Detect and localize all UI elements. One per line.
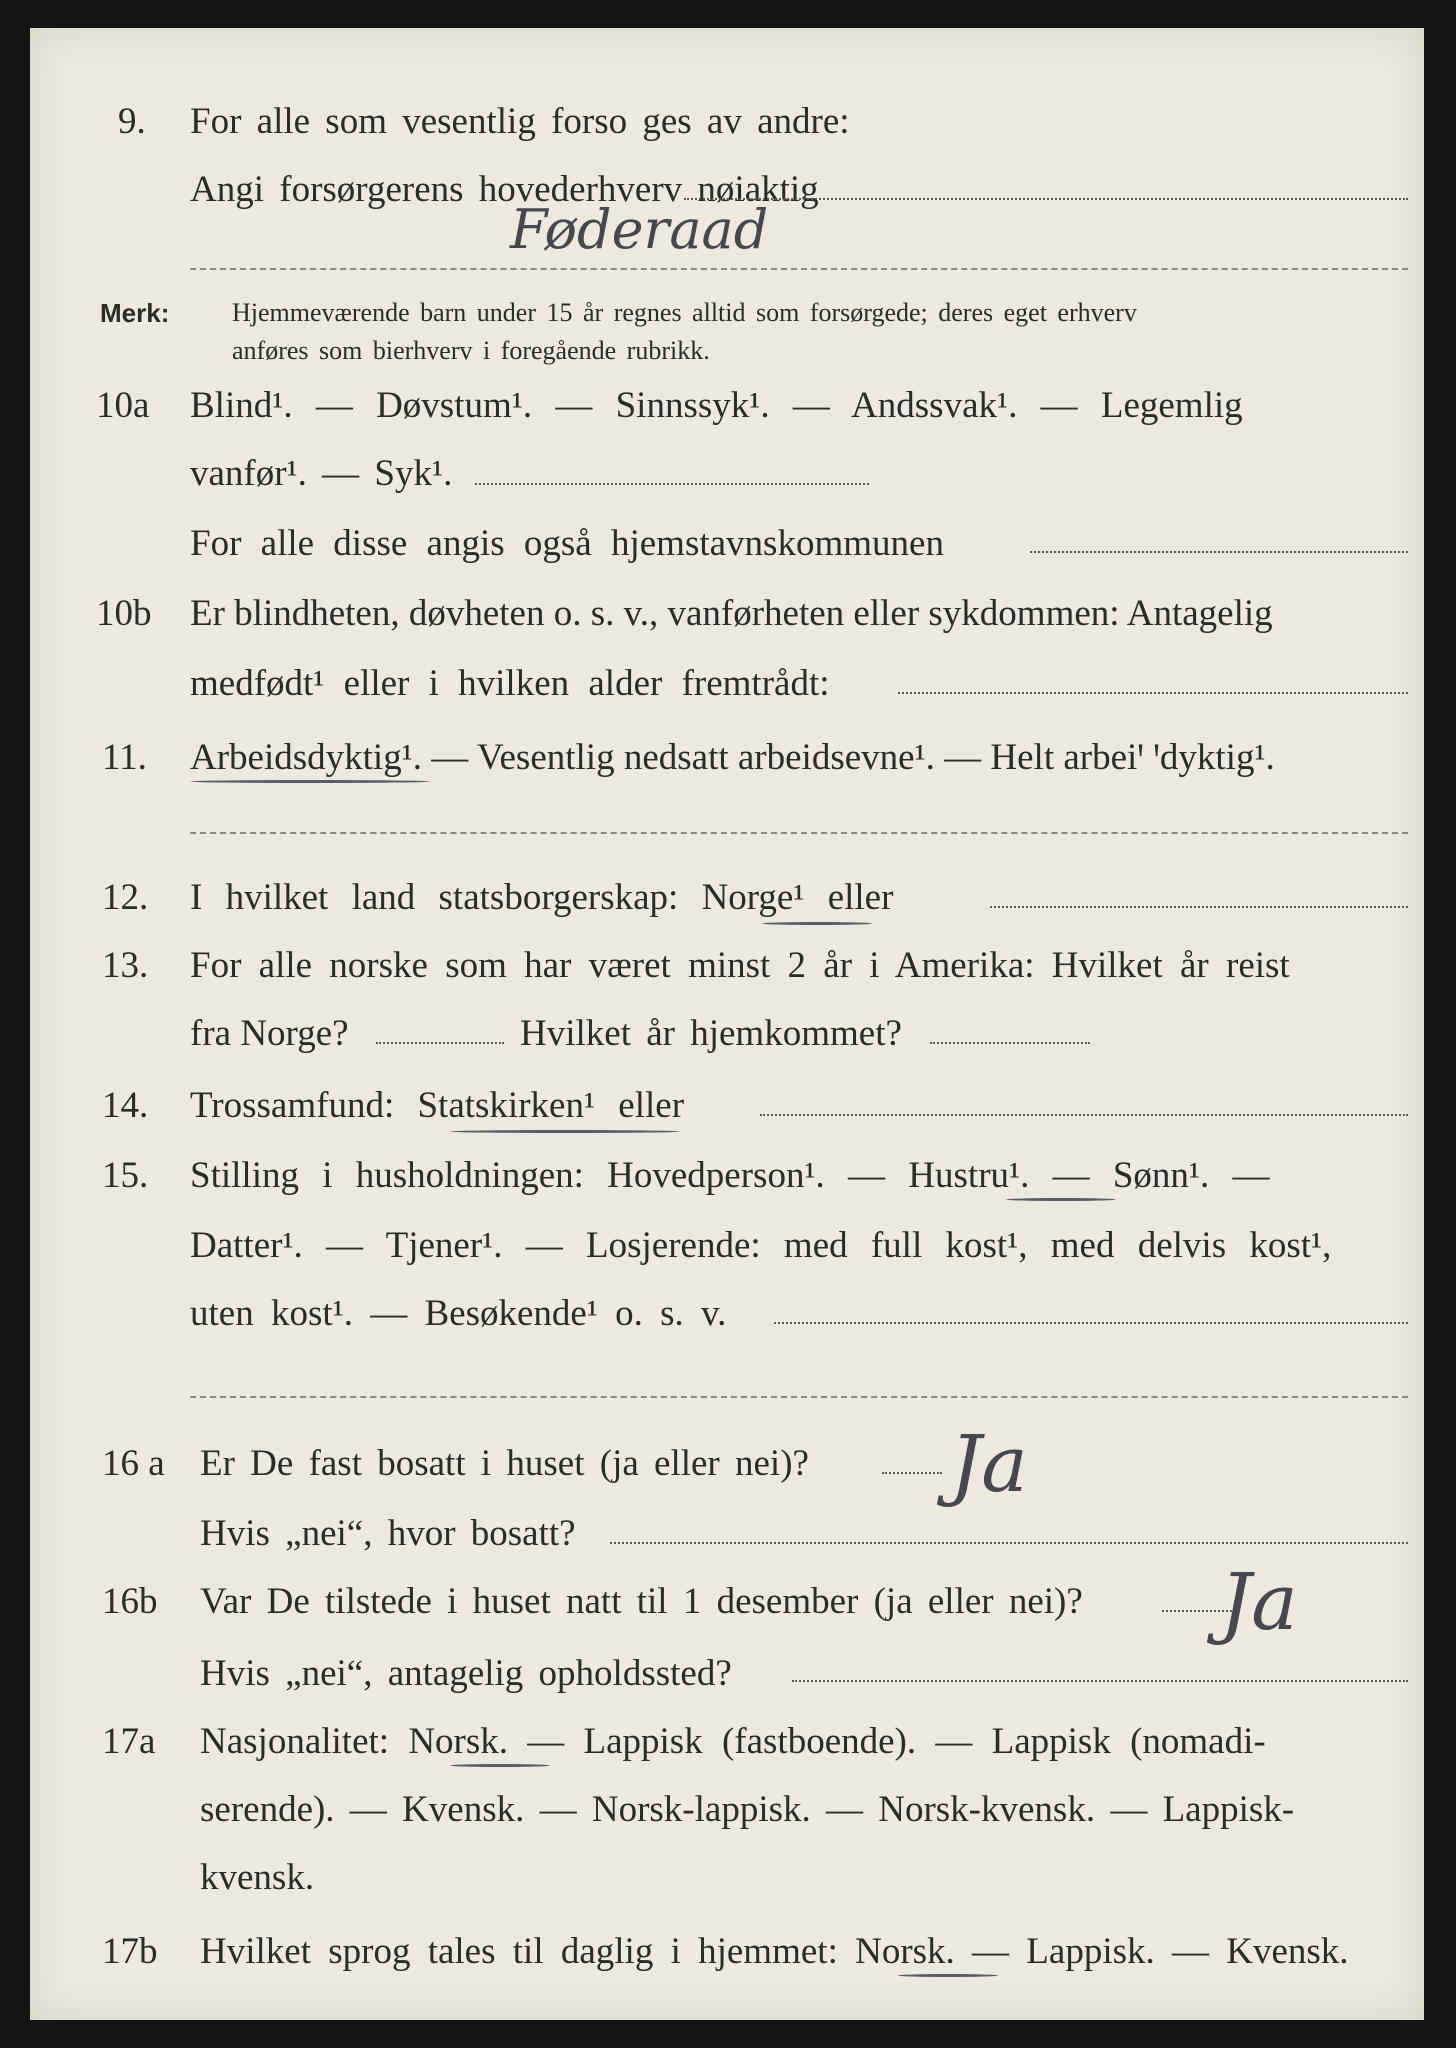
q17b-underline-mark (898, 1974, 998, 1977)
q15-answer-line (190, 1396, 1408, 1398)
census-form-page (30, 28, 1424, 2020)
q10a-line1: Blind¹. — Døvstum¹. — Sinnssyk¹. — Andssvak¹. — Legemlig (190, 385, 1243, 426)
q13-line1: For alle norske som har været minst 2 år i Amerika: Hvilket år reist (190, 945, 1290, 986)
q10b-line2: medfødt¹ eller i hvilken alder fremtrådt: (190, 663, 830, 704)
q16b-handwritten-answer: Ja (1220, 1558, 1298, 1648)
q16a-dotted-line (882, 1472, 942, 1474)
q14-dotted-line (760, 1114, 1408, 1116)
q15-underline-mark (1006, 1198, 1116, 1201)
q16a-handwritten-answer: Ja (950, 1420, 1028, 1510)
q17a-line3: kvensk. (200, 1857, 315, 1898)
q11-underline-mark (190, 780, 430, 783)
q10a-home-dotted-line (1030, 551, 1408, 553)
q10a-syk-dotted-line (475, 483, 869, 485)
q17b-line1: Hvilket sprog tales til daglig i hjemmet: Norsk. — Lappisk. — Kvensk. (200, 1931, 1349, 1972)
q10b-dotted-line (898, 692, 1408, 694)
q17a-line1: Nasjonalitet: Norsk. — Lappisk (fastboende). — Lappisk (nomadi- (200, 1721, 1266, 1762)
q9-dotted-line (684, 198, 1408, 200)
q13-year-left-dotted-line (376, 1042, 504, 1044)
q17b-number: 17b (102, 1931, 158, 1972)
q15-line2: Datter¹. — Tjener¹. — Losjerende: med full kost¹, med delvis kost¹, (190, 1225, 1332, 1266)
q10a-line2: vanfør¹. — Syk¹. (190, 453, 453, 494)
q17a-number: 17a (102, 1721, 156, 1762)
q12-underline-mark (762, 922, 872, 925)
q9-line2: Angi forsørgerens hovederhverv nøiaktig (190, 169, 819, 210)
q13-number: 13. (102, 945, 149, 986)
q15-dotted-line (774, 1322, 1408, 1324)
q10b-number: 10b (96, 593, 152, 634)
q10a-number: 10a (96, 385, 150, 426)
q13-line2a: fra Norge? (190, 1013, 349, 1054)
merk-label: Merk: (100, 298, 170, 328)
q15-line1: Stilling i husholdningen: Hovedperson¹. — Hustru¹. — Sønn¹. — (190, 1155, 1270, 1196)
q11-number: 11. (102, 737, 147, 778)
q16a-number: 16 a (102, 1443, 165, 1484)
q16b-line1: Var De tilstede i huset natt til 1 desember (ja eller nei)? (200, 1581, 1083, 1622)
q17a-line2: serende). — Kvensk. — Norsk-lappisk. — Norsk-kvensk. — Lappisk- (200, 1789, 1295, 1830)
q9-answer-line (190, 268, 1408, 270)
q14-line1: Trossamfund: Statskirken¹ eller (190, 1085, 685, 1126)
q12-dotted-line (990, 906, 1408, 908)
merk-line2: anføres som bierhverv i foregående rubrikk. (232, 336, 710, 365)
q11-answer-line (190, 832, 1408, 834)
q13-year-right-dotted-line (930, 1042, 1090, 1044)
q16a-line1: Er De fast bosatt i huset (ja eller nei)? (200, 1443, 809, 1484)
q17a-underline-mark (450, 1764, 550, 1767)
q16b-line2: Hvis „nei“, antagelig opholdssted? (200, 1653, 732, 1694)
q10a-line3: For alle disse angis også hjemstavnskommunen (190, 523, 944, 564)
q9-number: 9. (118, 101, 146, 142)
q15-number: 15. (102, 1155, 149, 1196)
q16b-number: 16b (102, 1581, 158, 1622)
q12-number: 12. (102, 877, 149, 918)
merk-line1: Hjemmeværende barn under 15 år regnes alltid som forsørgede; deres eget erhverv (232, 298, 1137, 327)
q15-line3: uten kost¹. — Besøkende¹ o. s. v. (190, 1293, 727, 1334)
q9-handwritten-answer: Føderaad (510, 198, 769, 261)
q16a-where-dotted-line (610, 1542, 1408, 1544)
q9-line1: For alle som vesentlig forso ges av andre: (190, 101, 850, 142)
q12-line1: I hvilket land statsborgerskap: Norge¹ eller (190, 877, 894, 918)
q14-underline-mark (450, 1130, 680, 1133)
q10b-line1: Er blindheten, døvheten o. s. v., vanførheten eller sykdommen: Antagelig (190, 593, 1273, 634)
q16b-place-dotted-line (792, 1680, 1408, 1682)
q11-line1: Arbeidsdyktig¹. — Vesentlig nedsatt arbeidsevne¹. — Helt arbeiꞌ ꞌdyktig¹. (190, 737, 1275, 778)
q14-number: 14. (102, 1085, 149, 1126)
q13-line2b: Hvilket år hjemkommet? (520, 1013, 902, 1054)
q16a-line2: Hvis „nei“, hvor bosatt? (200, 1513, 576, 1554)
